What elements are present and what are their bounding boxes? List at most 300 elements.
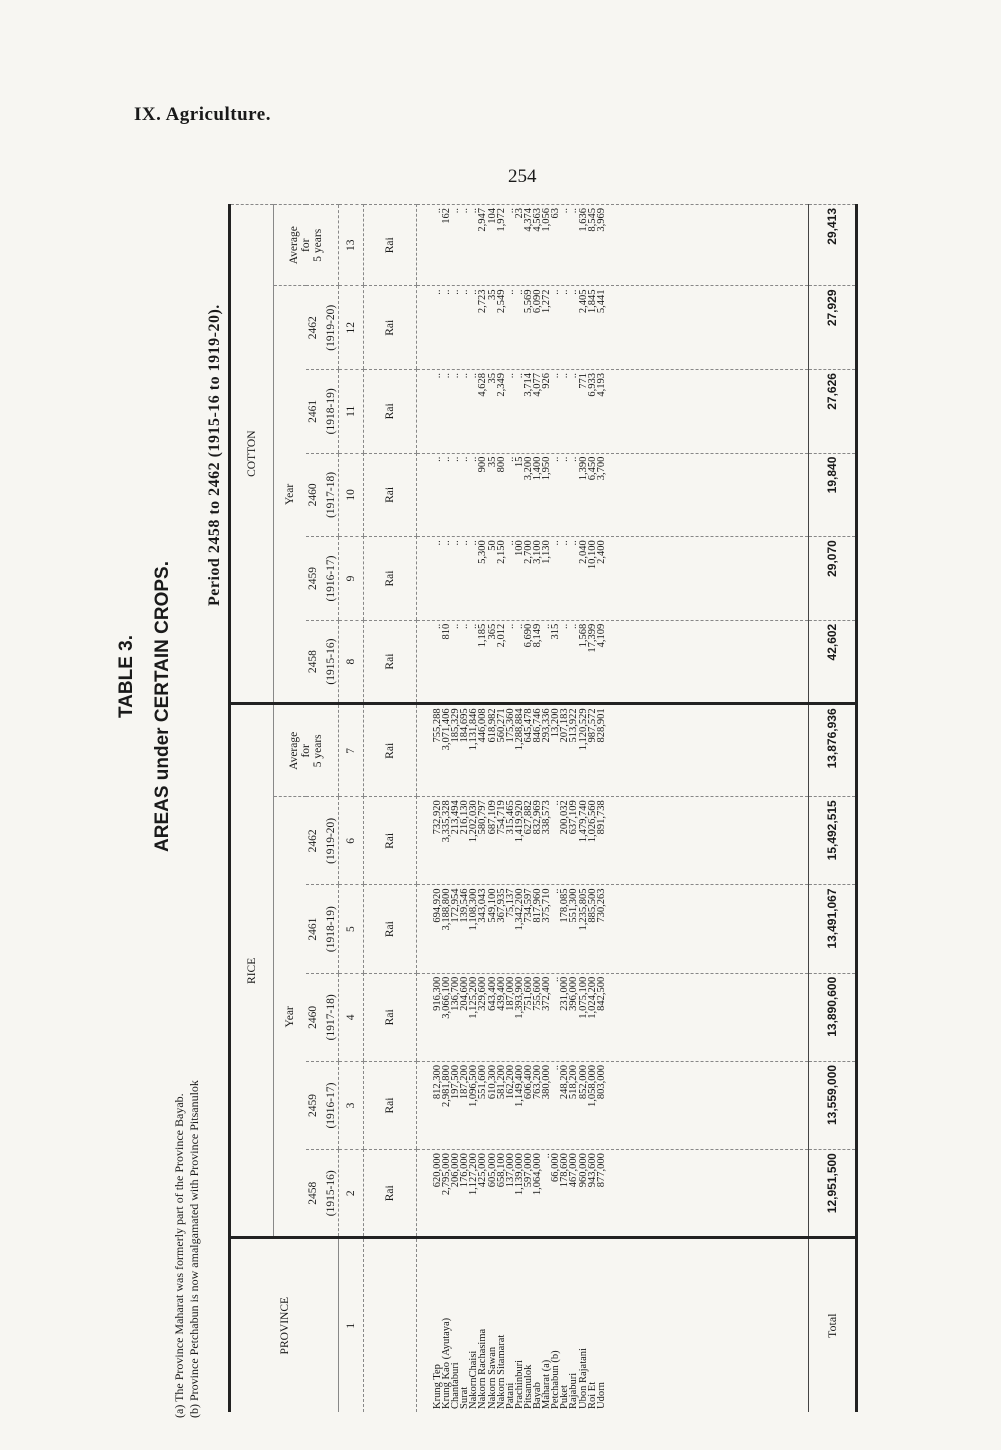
province-list-row-1: Krung Tep: [432, 1364, 443, 1409]
cotton-2458-values-row-13: ..: [541, 623, 553, 630]
section-heading: IX. Agriculture.: [134, 104, 271, 125]
rice-average-values-row-16: 513,922: [568, 708, 580, 743]
cotton-2458-values-row-10: ..: [513, 623, 525, 630]
cotton-2462-values-row-15: ..: [559, 289, 571, 295]
rice-2459-values-row-19: 803,000: [595, 1064, 607, 1100]
cotton-2459-values-row-9: ..: [504, 540, 516, 546]
rice-2462-values-row-4: 216,130: [459, 800, 471, 835]
province-list: [417, 1238, 809, 1412]
cotton-2459-values-row-4: ..: [459, 540, 471, 546]
rice-2462-values-row-6: 580,797: [477, 800, 489, 835]
rice-2461-values-row-6: 343,043: [477, 888, 489, 923]
col-num-13: 13: [339, 205, 364, 286]
rice-2458-values-row-10: 1,139,000: [513, 1153, 525, 1196]
rice-2459-values-row-1: 812,300: [432, 1064, 443, 1100]
rice-2459-values-row-10: 1,149,400: [513, 1064, 525, 1107]
rice-year-2462: 2462 (1919-20): [306, 797, 339, 885]
rice-2459-values-row-11: 606,400: [522, 1064, 534, 1100]
rice-average-values-row-18: 987,572: [586, 708, 598, 743]
cotton-2459-values: [417, 537, 809, 621]
unit-label: Rai: [364, 1061, 417, 1149]
province-list-row-9: Patani: [504, 1382, 516, 1409]
rice-2461-values-row-16: 551,300: [568, 888, 580, 923]
unit-label: Rai: [364, 205, 417, 286]
rice-average-header: Average for 5 years: [274, 704, 339, 797]
cotton-2458-values-row-15: ..: [559, 623, 571, 630]
cotton-2462-values-row-17: 2,405: [577, 289, 589, 314]
cotton-2459-values-row-18: 10,100: [586, 540, 598, 570]
cotton-2459-values-row-13: 1,130: [541, 540, 553, 564]
cotton-header: COTTON: [231, 205, 274, 704]
cotton-2461-values-row-19: 4,193: [595, 373, 607, 397]
cotton-2460-values-row-2: ..: [441, 456, 453, 462]
cotton-2461-values-row-8: 2,349: [495, 373, 507, 397]
col-num-1: 1: [339, 1238, 364, 1412]
rice-2460-values-row-3: 136,700: [450, 976, 462, 1011]
rice-2459-values-row-6: 551,600: [477, 1064, 489, 1100]
rice-2462-values-row-16: 637,109: [568, 800, 580, 835]
rice-2462-values-row-5: 1,202,030: [468, 800, 480, 843]
cotton-2459-values-row-3: ..: [450, 540, 462, 546]
rice-2458-values-row-18: 943,600: [586, 1153, 598, 1188]
rice-2458-values-row-13: ..: [541, 1153, 553, 1159]
cotton-2462-values-row-3: ..: [450, 289, 462, 295]
cotton-2458-values-row-17: 1,568: [577, 623, 589, 648]
cotton-year-header: Year: [274, 286, 307, 704]
cotton-average-values-row-2: 162: [441, 208, 453, 224]
cotton-2461-values: [417, 370, 809, 454]
cotton-2459-values-row-11: 2,700: [522, 540, 534, 564]
province-list-row-15: Puket: [559, 1385, 571, 1409]
rice-2458-values-row-4: 176,000: [459, 1153, 471, 1188]
rice-2462-values-row-9: 315,465: [504, 800, 516, 835]
cotton-2460-values-row-14: ..: [550, 456, 562, 462]
rice-2460-values-row-14: ..: [550, 976, 562, 982]
rice-2460-values-row-8: 439,400: [495, 976, 507, 1011]
rice-2461-values-row-19: 730,263: [595, 888, 607, 923]
rice-total-2458: 12,951,500: [809, 1150, 856, 1238]
rice-2459-values-row-18: 1,058,000: [586, 1064, 598, 1107]
rice-2459-values-row-16: 518,200: [568, 1064, 580, 1100]
rice-2460-values-row-12: 755,600: [532, 976, 544, 1011]
col-num-10: 10: [339, 453, 364, 537]
rice-2461-values-row-18: 885,500: [586, 888, 598, 923]
rice-total-average: 13,876,936: [809, 704, 856, 797]
rice-2459-values-row-9: 162,200: [504, 1064, 516, 1100]
rice-2458-values-row-12: 1,064,000: [532, 1153, 544, 1196]
cotton-2461-values-row-1: ..: [432, 373, 443, 379]
cotton-average-values-row-11: 4,374: [522, 208, 534, 232]
cotton-2460-values-row-10: 15: [513, 456, 525, 468]
cotton-2460-values-row-1: ..: [432, 456, 443, 462]
rice-2462-values-row-15: 200,032: [559, 800, 571, 835]
rice-2458-values-row-6: 425,000: [477, 1153, 489, 1188]
cotton-average-values-row-4: ..: [459, 208, 471, 214]
cotton-average-values-row-15: ..: [559, 208, 571, 214]
rice-year-2459: 2459 (1916-17): [306, 1061, 339, 1149]
rice-average-values: [417, 704, 809, 797]
rice-average-values-row-2: 3,071,406: [441, 708, 453, 751]
cotton-2459-values-row-8: 2,150: [495, 540, 507, 564]
period-text: Period 2458 to 2462 (1915-16 to 1919-20).: [206, 304, 223, 606]
rice-2462-values-row-11: 627,882: [522, 800, 534, 835]
rice-2459-values-row-15: 248,200: [559, 1064, 571, 1100]
cotton-average-values-row-9: ..: [504, 208, 516, 214]
rice-2458-values-row-8: 658,100: [495, 1153, 507, 1188]
cotton-2461-values-row-10: ..: [513, 373, 525, 379]
rice-2459-values-row-4: 187,200: [459, 1064, 471, 1100]
rice-average-values-row-11: 645,478: [522, 708, 534, 743]
cotton-average-values-row-7: 104: [486, 208, 498, 224]
rice-2461-values-row-14: ..: [550, 888, 562, 894]
cotton-2459-values-row-19: 2,400: [595, 540, 607, 564]
unit-label: Rai: [364, 973, 417, 1061]
rice-2462-values-row-2: 3,335,328: [441, 800, 453, 843]
province-list-row-5: NakornChaisi: [468, 1350, 480, 1409]
rice-2460-values-row-18: 1,024,200: [586, 976, 598, 1019]
cotton-2461-values-row-2: ..: [441, 373, 453, 379]
cotton-average-values-row-1: ..: [432, 208, 443, 214]
footnote-b: (b) Province Petchabun is now amalgamated with Province Pitsanulok: [187, 1080, 201, 1418]
cotton-2458-values: [417, 620, 809, 704]
cotton-2458-values-row-14: 315: [550, 623, 562, 640]
province-list-row-17: Ubon Rajatani: [577, 1348, 589, 1409]
cotton-2460-values-row-5: ..: [468, 456, 480, 462]
rice-2458-values-row-15: 178,600: [559, 1153, 571, 1188]
crop-areas-table: [231, 204, 855, 1412]
cotton-2460-values-row-3: ..: [450, 456, 462, 462]
cotton-2461-values-row-14: ..: [550, 373, 562, 379]
province-list-row-16: Rajaburi: [568, 1372, 580, 1409]
cotton-2458-values-row-1: ..: [432, 623, 443, 630]
cotton-2460-values-row-13: 1,950: [541, 456, 553, 481]
cotton-2460-values-row-15: ..: [559, 456, 571, 462]
province-list-row-13: Maharat (a): [541, 1359, 553, 1409]
rice-2461-values-row-17: 1,235,805: [577, 888, 589, 931]
cotton-2460-values-row-18: 6,450: [586, 456, 598, 481]
cotton-total-2458: 42,602: [809, 620, 856, 704]
cotton-total-2460: 19,840: [809, 453, 856, 537]
rice-average-values-row-3: 185,329: [450, 708, 462, 743]
cotton-year-2459: 2459 (1916-17): [306, 537, 339, 621]
rice-2462-values-row-18: 1,026,560: [586, 800, 598, 843]
rice-average-values-row-17: 1,120,529: [577, 708, 589, 751]
rice-2460-values-row-11: 751,600: [522, 976, 534, 1011]
cotton-2460-values-row-16: ..: [568, 456, 580, 462]
cotton-2461-values-row-6: 4,628: [477, 373, 489, 397]
province-list-row-6: Nakorn Rachasima: [477, 1328, 489, 1409]
rice-2459-values-row-17: 852,000: [577, 1064, 589, 1100]
rice-2462-values-row-7: 687,109: [486, 800, 498, 835]
cotton-2460-values-row-4: ..: [459, 456, 471, 462]
cotton-2458-values-row-5: ..: [468, 623, 480, 630]
province-list-row-12: Bayab: [532, 1382, 544, 1409]
cotton-2462-values-row-16: ..: [568, 289, 580, 295]
rice-average-values-row-5: 1,131,846: [468, 708, 480, 751]
cotton-year-2462: 2462 (1919-20): [306, 286, 339, 370]
unit-row: [364, 205, 417, 1413]
unit-label: Rai: [364, 620, 417, 704]
cotton-total-2461: 27,626: [809, 370, 856, 454]
cotton-2460-values-row-6: 900: [477, 456, 489, 473]
cotton-average-values: [417, 205, 809, 286]
rice-2460-values-row-16: 396,000: [568, 976, 580, 1011]
rice-2459-values: [417, 1061, 809, 1149]
rice-average-values-row-1: 755,288: [432, 708, 443, 743]
province-list-row-10: Prachinburi: [513, 1360, 525, 1409]
cotton-2459-values-row-2: ..: [441, 540, 453, 546]
rice-2461-values-row-4: 139,546: [459, 888, 471, 923]
rice-2459-values-row-2: 2,981,800: [441, 1064, 453, 1107]
rice-total-2462: 15,492,515: [809, 797, 856, 885]
cotton-2460-values-row-17: 1,390: [577, 456, 589, 481]
cotton-2460-values-row-19: 3,700: [595, 456, 607, 481]
total-label: Total: [809, 1238, 856, 1412]
cotton-2462-values-row-1: ..: [432, 289, 443, 295]
rice-average-values-row-15: 207,183: [559, 708, 571, 743]
cotton-2462-values-row-11: 5,569: [522, 289, 534, 314]
cotton-year-2460: 2460 (1917-18): [306, 453, 339, 537]
rice-2459-values-row-12: 763,200: [532, 1064, 544, 1100]
cotton-2460-values-row-12: 1,400: [532, 456, 544, 481]
cotton-2462-values-row-2: ..: [441, 289, 453, 295]
rice-2460-values-row-15: 231,000: [559, 976, 571, 1011]
cotton-average-header: Average for 5 years: [274, 205, 339, 286]
cotton-year-2458: 2458 (1915-16): [306, 620, 339, 704]
cotton-2461-values-row-9: ..: [504, 373, 516, 379]
unit-label: Rai: [364, 797, 417, 885]
rice-2462-values-row-3: 213,494: [450, 800, 462, 835]
cotton-average-values-row-14: 63: [550, 208, 562, 219]
table-body-row: [417, 205, 809, 1413]
province-list-row-14: Petchabun (b): [550, 1350, 562, 1409]
cotton-2460-values: [417, 453, 809, 537]
cotton-2461-values-row-17: 771: [577, 373, 589, 389]
rice-2462-values-row-12: 832,969: [532, 800, 544, 835]
unit-label: Rai: [364, 537, 417, 621]
cotton-2458-values-row-2: 810: [441, 623, 453, 640]
col-num-4: 4: [339, 973, 364, 1061]
rice-2459-values-row-5: 1,096,500: [468, 1064, 480, 1107]
cotton-2462-values-row-14: ..: [550, 289, 562, 295]
rice-2458-values-row-14: 66,000: [550, 1153, 562, 1183]
rice-year-header: Year: [274, 797, 307, 1238]
rice-2461-values-row-1: 694,920: [432, 888, 443, 923]
rice-2462-values-row-14: ..: [550, 800, 562, 806]
cotton-2462-values-row-5: ..: [468, 289, 480, 295]
rice-total-2461: 13,491,067: [809, 885, 856, 973]
cotton-average-values-row-10: 23: [513, 208, 525, 219]
col-num-5: 5: [339, 885, 364, 973]
table-caption: AREAS under CERTAIN CROPS.: [152, 560, 173, 852]
page-number: 254: [508, 166, 537, 187]
cotton-2458-values-row-7: 365: [486, 623, 498, 640]
cotton-2459-values-row-17: 2,040: [577, 540, 589, 564]
rice-2460-values-row-19: 842,500: [595, 976, 607, 1011]
rice-2460-values-row-2: 3,066,100: [441, 976, 453, 1019]
rice-2461-values-row-13: 375,710: [541, 888, 553, 923]
cotton-2461-values-row-16: ..: [568, 373, 580, 379]
rice-2461-values-row-11: 734,597: [522, 888, 534, 923]
unit-blank: [364, 1238, 417, 1412]
cotton-2462-values-row-10: ..: [513, 289, 525, 295]
rice-2461-values-row-9: 75,137: [504, 888, 516, 918]
rice-average-values-row-19: 828,901: [595, 708, 607, 743]
cotton-2460-values-row-7: 35: [486, 456, 498, 468]
rice-2458-values-row-16: 467,000: [568, 1153, 580, 1188]
cotton-2459-values-row-1: ..: [432, 540, 443, 546]
rice-2459-values-row-14: ..: [550, 1064, 562, 1071]
cotton-2458-values-row-19: 4,109: [595, 623, 607, 648]
cotton-2459-values-row-7: 50: [486, 540, 498, 551]
rice-2462-values-row-10: 1,419,920: [513, 800, 525, 843]
rice-2460-values: [417, 973, 809, 1061]
rice-2461-values-row-12: 817,960: [532, 888, 544, 923]
col-num-6: 6: [339, 797, 364, 885]
rice-2459-values-row-13: 380,000: [541, 1064, 553, 1100]
cotton-average-values-row-8: 1,972: [495, 208, 507, 232]
rice-2461-values-row-5: 1,108,300: [468, 888, 480, 931]
cotton-2458-values-row-11: 6,690: [522, 623, 534, 648]
column-number-row: [339, 205, 364, 1413]
rice-year-2460: 2460 (1917-18): [306, 973, 339, 1061]
col-num-9: 9: [339, 537, 364, 621]
cotton-2458-values-row-4: ..: [459, 623, 471, 630]
rice-average-values-row-8: 560,271: [495, 708, 507, 743]
province-list-row-11: Pitsanulok: [522, 1364, 534, 1409]
province-list-row-4: Surat: [459, 1386, 471, 1409]
cotton-average-values-row-18: 8,545: [586, 208, 598, 232]
rice-2462-values: [417, 797, 809, 885]
cotton-average-values-row-6: 2,947: [477, 208, 489, 232]
cotton-2462-values-row-9: ..: [504, 289, 516, 295]
cotton-2459-values-row-14: ..: [550, 540, 562, 546]
cotton-2460-values-row-8: 800: [495, 456, 507, 473]
rice-average-values-row-14: 13,200: [550, 708, 562, 738]
unit-label: Rai: [364, 704, 417, 797]
rice-average-values-row-10: 1,288,884: [513, 708, 525, 751]
rice-2460-values-row-7: 643,400: [486, 976, 498, 1011]
rice-2460-values-row-10: 1,393,900: [513, 976, 525, 1019]
rice-year-2461: 2461 (1918-19): [306, 885, 339, 973]
rice-average-values-row-9: 175,360: [504, 708, 516, 743]
province-list-row-7: Nakorn Sawan: [486, 1346, 498, 1409]
cotton-2460-values-row-9: ..: [504, 456, 516, 462]
cotton-2462-values-row-8: 2,549: [495, 289, 507, 314]
rice-2458-values-row-7: 605,000: [486, 1153, 498, 1188]
province-list-row-3: Chantaburi: [450, 1362, 462, 1409]
col-num-12: 12: [339, 286, 364, 370]
cotton-total-average: 29,413: [809, 205, 856, 286]
cotton-2462-values-row-12: 6,090: [532, 289, 544, 314]
rice-2462-values-row-8: 754,719: [495, 800, 507, 835]
table-number: TABLE 3.: [116, 634, 137, 719]
footnote-a: (a) The Province Maharat was formerly part of the Province Bayab.: [172, 1093, 186, 1418]
rice-2461-values-row-3: 172,954: [450, 888, 462, 923]
cotton-year-2461: 2461 (1918-19): [306, 370, 339, 454]
rice-2461-values-row-2: 3,188,800: [441, 888, 453, 931]
rice-2458-values-row-17: 960,000: [577, 1153, 589, 1188]
cotton-average-values-row-12: 4,563: [532, 208, 544, 232]
cotton-2458-values-row-3: ..: [450, 623, 462, 630]
unit-label: Rai: [364, 286, 417, 370]
cotton-2459-values-row-15: ..: [559, 540, 571, 546]
rice-2461-values-row-15: 178,085: [559, 888, 571, 923]
unit-label: Rai: [364, 1150, 417, 1238]
rice-average-values-row-12: 846,746: [532, 708, 544, 743]
cotton-2459-values-row-10: 100: [513, 540, 525, 556]
rice-year-2458: 2458 (1915-16): [306, 1150, 339, 1238]
cotton-2462-values-row-4: ..: [459, 289, 471, 295]
rice-2458-values-row-2: 2,795,000: [441, 1153, 453, 1196]
rice-2458-values-row-11: 597,000: [522, 1153, 534, 1188]
rice-2459-values-row-3: 197,500: [450, 1064, 462, 1100]
col-num-8: 8: [339, 620, 364, 704]
cotton-2461-values-row-3: ..: [450, 373, 462, 379]
rice-2458-values-row-5: 1,127,200: [468, 1153, 480, 1196]
cotton-2459-values-row-16: ..: [568, 540, 580, 546]
rice-2458-values-row-3: 206,000: [450, 1153, 462, 1188]
cotton-average-values-row-13: 1,056: [541, 208, 553, 232]
cotton-2462-values-row-6: 2,723: [477, 289, 489, 314]
cotton-2461-values-row-18: 6,933: [586, 373, 598, 397]
cotton-2462-values-row-7: 35: [486, 289, 498, 300]
province-list-row-18: Roi Et: [586, 1381, 598, 1409]
cotton-2461-values-row-5: ..: [468, 373, 480, 379]
rice-2461-values-row-8: 367,935: [495, 888, 507, 923]
cotton-2458-values-row-9: ..: [504, 623, 516, 630]
cotton-total-2459: 29,070: [809, 537, 856, 621]
cotton-2459-values-row-12: 3,100: [532, 540, 544, 564]
cotton-average-values-row-16: ..: [568, 208, 580, 214]
col-num-3: 3: [339, 1061, 364, 1149]
cotton-2461-values-row-7: 35: [486, 373, 498, 384]
rice-2459-values-row-7: 610,300: [486, 1064, 498, 1100]
rice-2460-values-row-17: 1,075,100: [577, 976, 589, 1019]
cotton-2461-values-row-11: 3,714: [522, 373, 534, 397]
cotton-2461-values-row-12: 4,077: [532, 373, 544, 397]
cotton-2458-values-row-18: 17,399: [586, 623, 598, 653]
rice-2460-values-row-13: 372,400: [541, 976, 553, 1011]
cotton-2458-values-row-16: ..: [568, 623, 580, 630]
rice-2460-values-row-5: 1,125,200: [468, 976, 480, 1019]
rice-2461-values-row-10: 1,342,200: [513, 888, 525, 931]
rice-total-2459: 13,559,000: [809, 1061, 856, 1149]
cotton-2462-values: [417, 286, 809, 370]
unit-label: Rai: [364, 885, 417, 973]
rice-2461-values-row-7: 549,100: [486, 888, 498, 923]
cotton-2462-values-row-19: 5,441: [595, 289, 607, 314]
cotton-2458-values-row-8: 2,012: [495, 623, 507, 648]
rice-average-values-row-4: 184,695: [459, 708, 471, 743]
rice-2462-values-row-1: 732,920: [432, 800, 443, 835]
rice-total-2460: 13,890,600: [809, 973, 856, 1061]
col-num-2: 2: [339, 1150, 364, 1238]
cotton-2461-values-row-15: ..: [559, 373, 571, 379]
province-list-row-8: Nakorn Sitamarat: [495, 1334, 507, 1409]
cotton-total-2462: 27,929: [809, 286, 856, 370]
cotton-average-values-row-17: 1,636: [577, 208, 589, 232]
rice-2458-values-row-19: 877,000: [595, 1153, 607, 1188]
col-num-11: 11: [339, 370, 364, 454]
cotton-2459-values-row-6: 5,300: [477, 540, 489, 564]
rice-2458-values-row-1: 620,000: [432, 1153, 443, 1188]
rice-2460-values-row-1: 916,300: [432, 976, 443, 1011]
cotton-2462-values-row-13: 1,272: [541, 289, 553, 314]
province-list-row-19: Udorn: [595, 1382, 607, 1409]
cotton-average-values-row-5: ..: [468, 208, 480, 214]
cotton-average-values-row-19: 3,969: [595, 208, 607, 232]
